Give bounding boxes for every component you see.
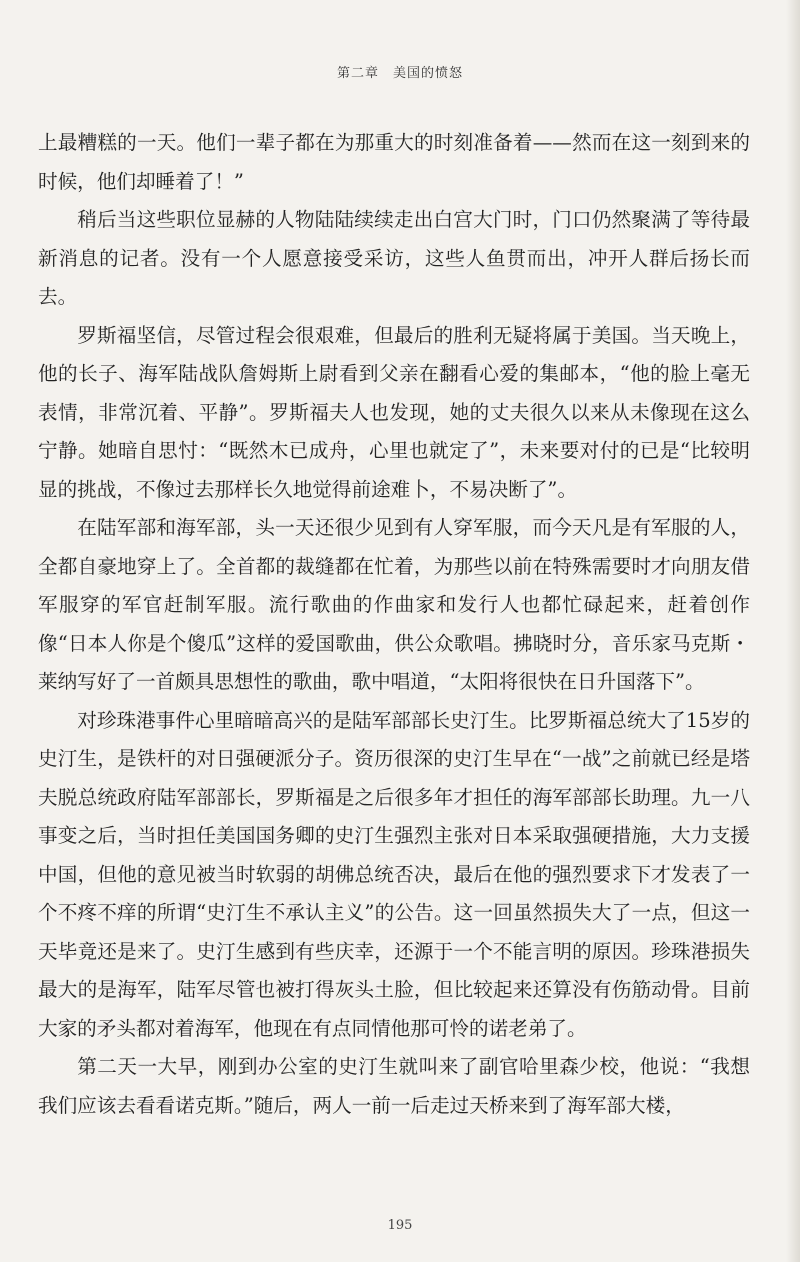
- paragraph-continued: 上最糟糕的一天。他们一辈子都在为那重大的时刻准备着——然而在这一刻到来的时候，他们却睡着了！”: [38, 131, 750, 193]
- paragraph: 稍后当这些职位显赫的人物陆陆续续走出白宫大门时，门口仍然聚满了等待最新消息的记者。没有一个人愿意接受采访，这些人鱼贯而出，冲开人群后扬长而去。: [38, 208, 750, 308]
- paragraph: 在陆军部和海军部，头一天还很少见到有人穿军服，而今天凡是有军服的人，全都自豪地穿上了。全首都的裁缝都在忙着，为那些以前在特殊需要时才向朋友借军服穿的军官赶制军服。流行歌曲的作曲家和发行人也都忙碌起来，赶着创作像“日本人你是个傻瓜”这样的爱国歌曲，供公众歌唱。拂晓时分，音乐家马克斯・莱纳写好了一首颇具思想性的歌曲，歌中唱道，“太阳将很快在日升国落下”。: [38, 516, 750, 693]
- body-text: [38, 124, 750, 1125]
- paragraph: 罗斯福坚信，尽管过程会很艰难，但最后的胜利无疑将属于美国。当天晚上，他的长子、海军陆战队詹姆斯上尉看到父亲在翻看心爱的集邮本，“他的脸上毫无表情，非常沉着、平静”。罗斯福夫人也发现，她的丈夫很久以来从未像现在这么宁静。她暗自思忖：“既然木已成舟，心里也就定了”，未来要对付的已是“比较明显的挑战，不像过去那样长久地觉得前途难卜，不易决断了”。: [38, 323, 750, 501]
- paragraph: 第二天一大早，刚到办公室的史汀生就叫来了副官哈里森少校，他说：“我想我们应该去看看诺克斯。”随后，两人一前一后走过天桥来到了海军部大楼，: [38, 1055, 750, 1117]
- chapter-title: 美国的愤怒: [393, 66, 464, 81]
- page-edge-shadow: [786, 0, 800, 1262]
- chapter-number: 第二章: [336, 66, 379, 81]
- page-number: 195: [387, 1218, 413, 1233]
- running-header: [0, 62, 800, 81]
- paragraph: 对珍珠港事件心里暗暗高兴的是陆军部部长史汀生。比罗斯福总统大了15岁的史汀生，是铁杆的对日强硬派分子。资历很深的史汀生早在“一战”之前就已经是塔夫脱总统政府陆军部部长，罗斯福是之后很多年才担任的海军部部长助理。九一八事变之后，当时担任美国国务卿的史汀生强烈主张对日本采取强硬措施，大力支援中国，但他的意见被当时软弱的胡佛总统否决，最后在他的强烈要求下才发表了一个不疼不痒的所谓“史汀生不承认主义”的公告。这一回虽然损失大了一点，但这一天毕竟还是来了。史汀生感到有些庆幸，还源于一个不能言明的原因。珍珠港损失最大的是海军，陆军尽管也被打得灰头土脸，但比较起来还算没有伤筋动骨。目前大家的矛头都对着海军，他现在有点同情他那可怜的诺老弟了。: [38, 708, 750, 1040]
